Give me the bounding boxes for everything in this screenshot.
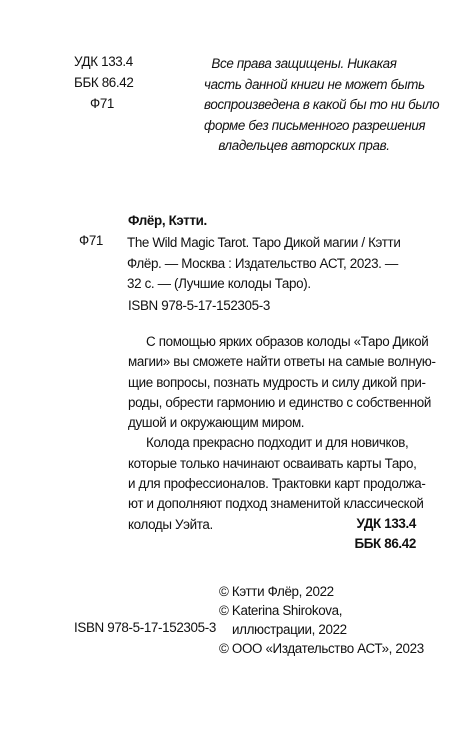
annotation-line: душой и окружающим миром. — [128, 415, 305, 431]
footer-udc-code: УДК 133.4 — [356, 516, 416, 531]
annotation-line: Колода прекрасно подходит и для новичков, — [146, 435, 409, 451]
footer-bbk-code: ББК 86.42 — [354, 536, 416, 551]
rights-notice-line: воспроизведена в какой бы то ни было — [204, 97, 440, 112]
annotation-line: которые только начинают осваивать карты Таро, — [128, 455, 417, 471]
copyright-line: © Кэтти Флёр, 2022 — [219, 584, 334, 599]
rights-notice-line: форме без письменного разрешения — [204, 117, 426, 133]
catalog-code: Ф71 — [79, 233, 104, 248]
catalog-line: The Wild Magic Tarot. Таро Дикой магии / Кэтти — [127, 235, 401, 250]
catalog-author: Флёр, Кэтти. — [128, 213, 207, 228]
annotation-line: роды, обрести гармонию и единство с собственной — [128, 394, 432, 410]
annotation-line: ют и дополняют подход знаменитой классической — [128, 496, 424, 512]
copyright-isbn: ISBN 978-5-17-152305-3 — [74, 620, 216, 635]
annotation-line: магии» вы сможете найти ответы на самые волную- — [128, 354, 436, 370]
copyright-line: иллюстрации, 2022 — [232, 622, 347, 637]
rights-notice-line: часть данной книги не может быть — [204, 76, 425, 92]
rights-notice-line: Все права защищены. Никакая — [211, 56, 397, 71]
catalog-line: Флёр. — Москва : Издательство АСТ, 2023. — — [127, 255, 398, 271]
annotation-line: и для профессионалов. Трактовки карт продолжа- — [128, 476, 426, 492]
author-sign-code: Ф71 — [90, 96, 115, 111]
annotation — [128, 332, 436, 535]
copyright-line: © Katerina Shirokova, — [219, 603, 343, 618]
bbk-code: ББК 86.42 — [74, 75, 134, 90]
rights-notice-line: владельцев авторских прав. — [218, 138, 390, 153]
udc-code: УДК 133.4 — [74, 54, 133, 69]
catalog-isbn: ISBN 978-5-17-152305-3 — [128, 298, 270, 313]
annotation-line: С помощью ярких образов колоды «Таро Дикой — [146, 334, 429, 349]
annotation-line: колоды Уэйта. — [128, 516, 213, 532]
annotation-line: щие вопросы, познать мудрость и силу дикой при- — [128, 374, 426, 390]
copyright-line: © ООО «Издательство АСТ», 2023 — [219, 641, 424, 656]
rights-notice — [204, 54, 440, 157]
catalog-line: 32 с. — (Лучшие колоды Таро). — [127, 276, 311, 291]
catalog-entry — [127, 233, 427, 295]
copyright-block — [219, 582, 424, 658]
